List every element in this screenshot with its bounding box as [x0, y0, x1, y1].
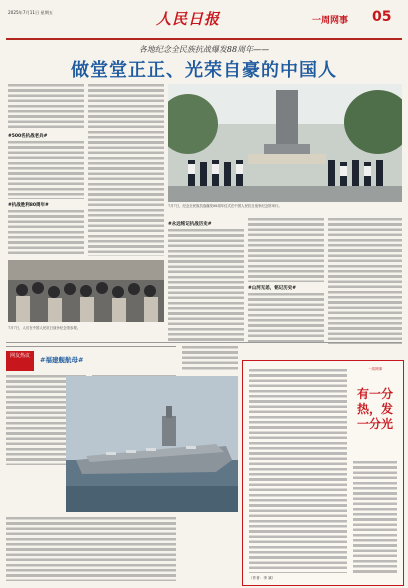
- comment-title: #福建舰航母#: [40, 356, 84, 364]
- body-text: [8, 141, 84, 199]
- newspaper-logo: 人民日报: [156, 10, 221, 28]
- body-text: [6, 517, 176, 581]
- body-text: [182, 346, 238, 372]
- memorial-photo: [168, 84, 402, 202]
- left-photo-caption: 7月7日，人们在中国人民抗日战争纪念馆参观。: [8, 326, 81, 330]
- top-photo-caption: 7月7日，纪念全民族抗战爆发88周年仪式在中国人民抗日战争纪念馆举行。: [168, 204, 282, 208]
- body-text: [248, 218, 324, 282]
- commentary-text-2: [353, 461, 397, 573]
- commentary-title: 有一分热，发一分光: [356, 387, 393, 431]
- masthead: [6, 4, 402, 40]
- body-text: [88, 84, 164, 256]
- section-divider: [6, 342, 402, 343]
- page-number: 05: [372, 9, 392, 25]
- article-column-mid-2: [248, 218, 324, 344]
- museum-visit-photo: [8, 260, 164, 322]
- subhead-left-2: #抗战胜利80周年#: [8, 203, 49, 208]
- article-column-mid: [168, 218, 244, 344]
- article-column-left: [8, 84, 84, 256]
- body-text: [353, 461, 397, 573]
- carrier-scene: [66, 376, 238, 512]
- memorial-scene: [168, 84, 402, 202]
- commentary-box: [242, 360, 404, 586]
- crowd-scene: [8, 260, 164, 322]
- newspaper-page: [6, 4, 402, 584]
- commentary-text: [249, 369, 347, 573]
- comment-tag: 网友热议: [6, 351, 34, 371]
- headline-kicker: 各地纪念全民族抗战爆发88周年——: [138, 45, 270, 54]
- issue-date: 2025年7月11日 星期五: [8, 10, 54, 15]
- subhead-left-1: #500名抗战老兵#: [8, 134, 48, 139]
- commentary-author: （作者：李 斌）: [249, 576, 276, 580]
- section-name: 一周网事: [312, 16, 349, 26]
- subhead-mid-2: #山河无恙，铭记历史#: [248, 286, 297, 291]
- subhead-mid-1: #永远铭记抗战历史#: [168, 222, 212, 227]
- body-text: [328, 218, 402, 344]
- body-text: [168, 229, 244, 341]
- body-text: [249, 369, 347, 573]
- article-column-left-2: [88, 84, 164, 256]
- body-text: [248, 293, 324, 343]
- commentary-kicker: 一周网事: [367, 367, 383, 371]
- article-column-bottom-mid: [182, 346, 238, 372]
- body-text: [8, 84, 84, 130]
- aircraft-carrier-photo: [66, 376, 238, 512]
- article-column-right: [328, 218, 402, 344]
- page-headline: 做堂堂正正、光荣自豪的中国人: [71, 60, 337, 81]
- comment-text-3: [6, 517, 176, 581]
- body-text: [8, 210, 84, 256]
